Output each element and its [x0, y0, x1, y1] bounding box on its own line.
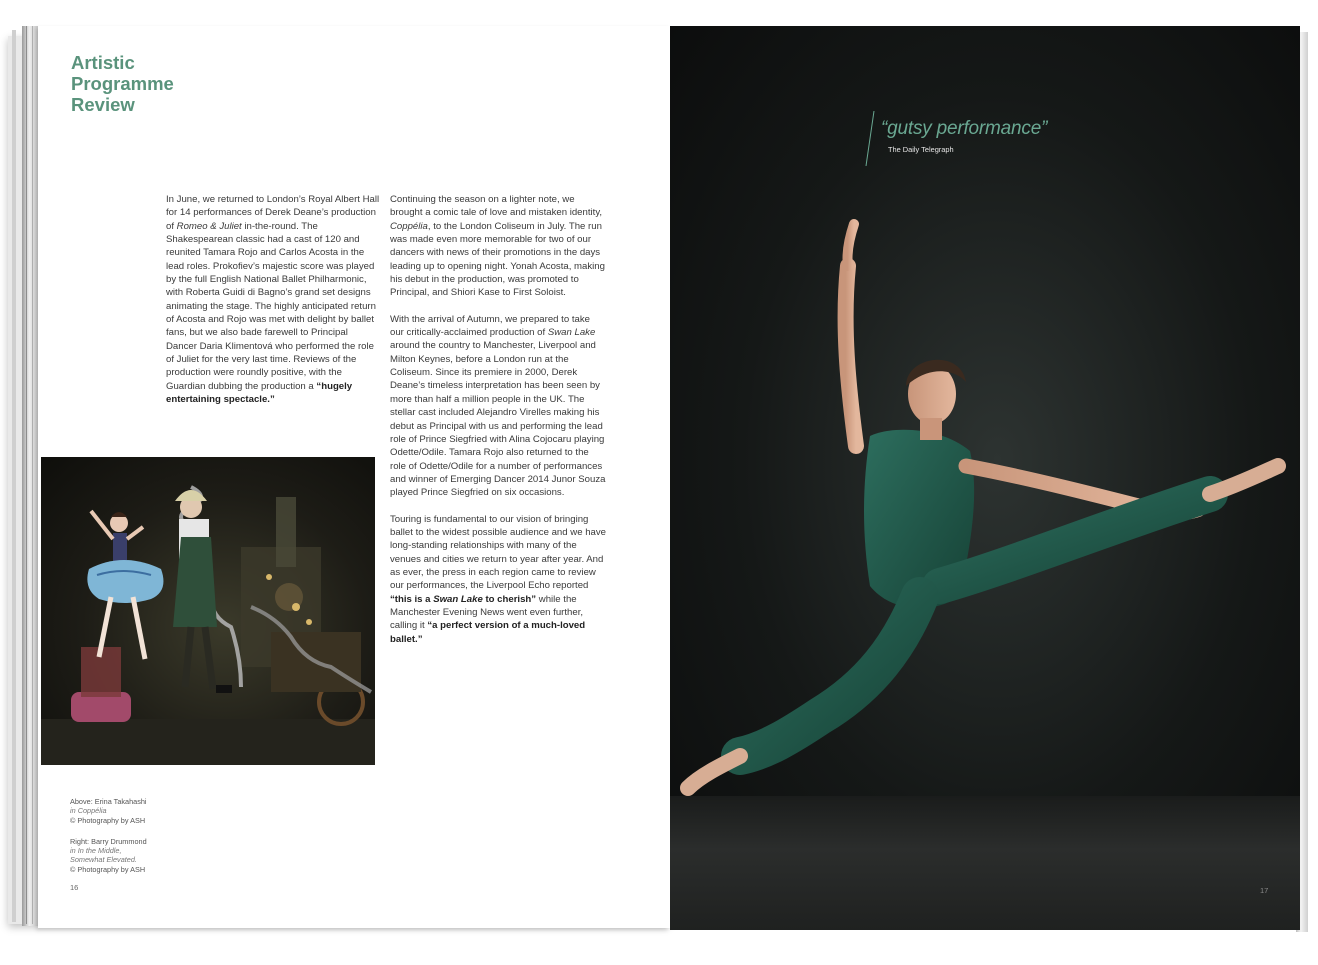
- paragraph: With the arrival of Autumn, we prepared to take our critically-acclaimed production of Swan Lake around the country to Manchester, Liverpool and Milton Keynes, before a London run at the Coliseum. Since its premiere in 2000, Derek Deane’s timeless interpretation has been seen by more than half a million people in the UK. The stellar cast included Alejandro Virelles making his debut as Principal with us and performing the lead role of Prince Siegfried with Alina Cojocaru playing Odette/Odile. Tamara Rojo also returned to the role of Odette/Odile for a number of performances and winner of Emerging Dancer 2014 Junor Souza played Prince Siegfried on six occasions.: [390, 313, 606, 499]
- spine-line: [32, 26, 33, 924]
- spine-line: [26, 26, 27, 924]
- coppelia-photo: [41, 457, 375, 765]
- paragraph: Touring is fundamental to our vision of bringing ballet to the widest possible audience and we have long-standing relationships with many of the venues and cities we return to year after year. And as ever, the press in each region came to review our performances, the Liverpool Echo reported “this is a Swan Lake to cherish” while the Manchester Evening News went even further, calling it “a perfect version of a much-loved ballet.”: [390, 513, 607, 645]
- spine: [22, 26, 38, 926]
- paragraph: Continuing the season on a lighter note, we brought a comic tale of love and mistaken identity, Coppélia, to the London Coliseum in July. The run was made even more memorable for two of our dancers with news of their promotions in the days leading up to opening night. Yonah Acosta, making his debut in the production, was promoted to Principal, and Shiori Kase to First Soloist.: [390, 194, 605, 299]
- press-quote: “a perfect version of a much-loved ballet.”: [390, 620, 586, 645]
- press-quote: “hugely entertaining spectacle.”: [166, 380, 353, 406]
- heading-line: Programme: [71, 73, 174, 94]
- page-heading: [71, 52, 231, 115]
- pull-quote: “gutsy performance”: [881, 118, 1048, 139]
- press-quote: “this is a Swan Lake to cherish”: [390, 593, 537, 605]
- caption-above: Above: Erina Takahashi in Coppélia © Photography by ASH: [70, 797, 147, 825]
- page-number-right: 17: [1260, 886, 1269, 895]
- dancer-illustration: [670, 26, 1300, 930]
- quote-rule: [864, 111, 876, 166]
- text-column-2: [390, 193, 606, 659]
- paper-edge: [12, 30, 16, 922]
- text-column-1: [166, 193, 380, 420]
- paragraph: In June, we returned to London’s Royal Albert Hall for 14 performances of Derek Deane’s production of Romeo & Juliet in-the-round. The Shakespearean classic had a cast of 120 and reunited Tamara Rojo and Carlos Acosta in the lead roles. Prokofiev’s majestic score was played by the full English National Ballet Philharmonic, with Roberta Guidi di Bagno’s grand set designs animating the stage. The highly anticipated return of Acosta and Rojo was met with delight by ballet fans, but we also bade farewell to Principal Dancer Daria Klimentová who performed the role of Juliet for the very last time. Reviews of the production were roundly positive, with the Guardian dubbing the production a “hugely entertaining spectacle.”: [166, 194, 380, 406]
- caption-right: Right: Barry Drummond in In the Middle, Somewhat Elevated. © Photography by ASH: [70, 836, 147, 874]
- coppelia-illustration: [41, 457, 375, 765]
- page-number-left: 16: [70, 883, 79, 892]
- pull-quote-source: The Daily Telegraph: [888, 145, 954, 154]
- heading-line: Artistic: [71, 52, 135, 73]
- right-page-photo: [670, 26, 1300, 930]
- heading-line: Review: [71, 94, 135, 115]
- photo-captions: [70, 797, 190, 886]
